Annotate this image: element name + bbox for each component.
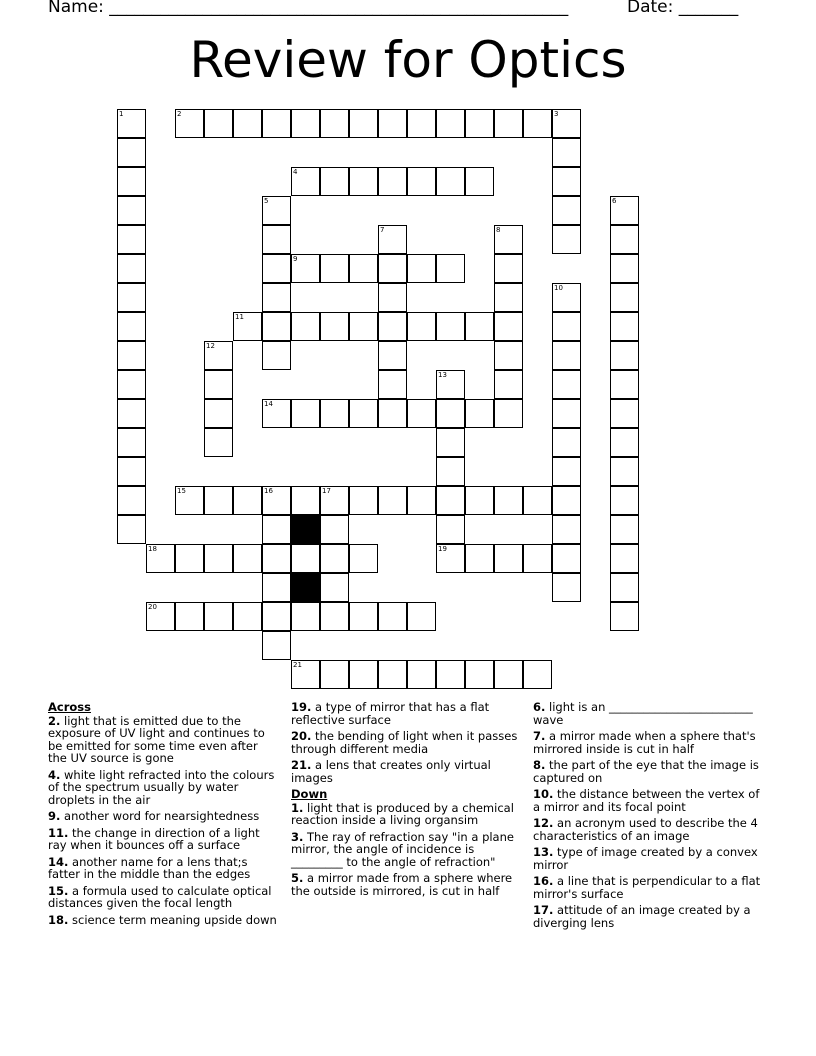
crossword-cell[interactable]	[262, 109, 291, 138]
clue-number: 13	[438, 371, 447, 379]
crossword-cell[interactable]	[610, 515, 639, 544]
crossword-cell[interactable]	[436, 544, 465, 573]
clue-column-2	[291, 701, 521, 901]
clue-number: 16	[264, 487, 273, 495]
crossword-cell[interactable]	[407, 167, 436, 196]
crossword-cell[interactable]	[117, 370, 146, 399]
crossword-cell[interactable]	[494, 109, 523, 138]
crossword-cell[interactable]	[523, 660, 552, 689]
crossword-cell[interactable]	[320, 602, 349, 631]
crossword-cell[interactable]	[552, 370, 581, 399]
down-clue-6: 6. light is an _________________________ wave	[533, 700, 753, 727]
crossword-cell[interactable]	[523, 486, 552, 515]
blocked-cell	[291, 515, 320, 544]
crossword-cell[interactable]	[494, 225, 523, 254]
crossword-cell[interactable]	[610, 399, 639, 428]
crossword-cell[interactable]	[494, 254, 523, 283]
crossword-cell[interactable]	[436, 167, 465, 196]
crossword-cell[interactable]	[262, 312, 291, 341]
crossword-cell[interactable]	[291, 109, 320, 138]
crossword-cell[interactable]	[494, 283, 523, 312]
crossword-cell[interactable]	[233, 486, 262, 515]
crossword-cell[interactable]	[262, 254, 291, 283]
crossword-cell[interactable]	[436, 399, 465, 428]
crossword-cell[interactable]	[233, 602, 262, 631]
crossword-cell[interactable]	[552, 109, 581, 138]
crossword-cell[interactable]	[262, 602, 291, 631]
crossword-cell[interactable]	[320, 660, 349, 689]
clue-number: 9	[293, 255, 298, 263]
crossword-cell[interactable]	[494, 486, 523, 515]
crossword-cell[interactable]	[610, 225, 639, 254]
crossword-cell[interactable]	[610, 196, 639, 225]
clue-number: 14	[264, 400, 273, 408]
crossword-cell[interactable]	[378, 312, 407, 341]
down-clue-8: 8. the part of the eye that the image is captured on	[533, 758, 759, 785]
crossword-cell[interactable]	[117, 457, 146, 486]
crossword-cell[interactable]	[117, 399, 146, 428]
crossword-cell[interactable]	[320, 399, 349, 428]
crossword-cell[interactable]	[117, 225, 146, 254]
crossword-cell[interactable]	[378, 660, 407, 689]
crossword-cell[interactable]	[291, 660, 320, 689]
crossword-cell[interactable]	[291, 544, 320, 573]
crossword-cell[interactable]	[610, 573, 639, 602]
crossword-cell[interactable]	[117, 428, 146, 457]
crossword-cell[interactable]	[610, 283, 639, 312]
crossword-cell[interactable]	[204, 486, 233, 515]
crossword-cell[interactable]	[175, 544, 204, 573]
crossword-cell[interactable]	[552, 428, 581, 457]
name-field-label: Name: ______________________________________________________	[48, 0, 569, 17]
crossword-cell[interactable]	[262, 515, 291, 544]
crossword-cell[interactable]	[349, 254, 378, 283]
crossword-cell[interactable]	[349, 486, 378, 515]
crossword-cell[interactable]	[552, 138, 581, 167]
clue-number: 15	[177, 487, 186, 495]
crossword-cell[interactable]	[262, 399, 291, 428]
crossword-cell[interactable]	[610, 370, 639, 399]
crossword-cell[interactable]	[552, 486, 581, 515]
crossword-cell[interactable]	[610, 602, 639, 631]
down-clue-17: 17. attitude of an image created by a diverging lens	[533, 903, 751, 930]
crossword-cell[interactable]	[378, 370, 407, 399]
crossword-cell[interactable]	[117, 196, 146, 225]
crossword-cell[interactable]	[610, 428, 639, 457]
crossword-cell[interactable]	[233, 312, 262, 341]
clue-number: 1	[119, 110, 124, 118]
across-clue-19: 19. a type of mirror that has a flat reflective surface	[291, 700, 490, 727]
crossword-cell[interactable]	[291, 254, 320, 283]
crossword-cell[interactable]	[117, 486, 146, 515]
clue-number: 12	[206, 342, 215, 350]
crossword-cell[interactable]	[146, 602, 175, 631]
crossword-cell[interactable]	[349, 602, 378, 631]
crossword-cell[interactable]	[378, 602, 407, 631]
crossword-cell[interactable]	[320, 254, 349, 283]
crossword-cell[interactable]	[291, 602, 320, 631]
crossword-cell[interactable]	[320, 515, 349, 544]
clue-number: 18	[148, 545, 157, 553]
clue-number: 17	[322, 487, 331, 495]
crossword-cell[interactable]	[117, 138, 146, 167]
crossword-cell[interactable]	[117, 109, 146, 138]
crossword-cell[interactable]	[552, 515, 581, 544]
crossword-cell[interactable]	[523, 109, 552, 138]
crossword-cell[interactable]	[407, 602, 436, 631]
crossword-cell[interactable]	[552, 312, 581, 341]
crossword-cell[interactable]	[436, 109, 465, 138]
crossword-cell[interactable]	[465, 167, 494, 196]
down-clue-16: 16. a line that is perpendicular to a flat mirror's surface	[533, 874, 761, 901]
crossword-cell[interactable]	[204, 109, 233, 138]
crossword-cell[interactable]	[407, 109, 436, 138]
crossword-cell[interactable]	[552, 167, 581, 196]
clue-column-3	[533, 701, 765, 933]
crossword-cell[interactable]	[436, 370, 465, 399]
crossword-cell[interactable]	[349, 399, 378, 428]
crossword-cell[interactable]	[349, 109, 378, 138]
crossword-cell[interactable]	[378, 254, 407, 283]
down-clue-13: 13. type of image created by a convex mirror	[533, 845, 758, 872]
crossword-cell[interactable]	[204, 399, 233, 428]
crossword-cell[interactable]	[436, 486, 465, 515]
crossword-cell[interactable]	[552, 283, 581, 312]
down-clue-10: 10. the distance between the vertex of a mirror and its focal point	[533, 787, 760, 814]
crossword-cell[interactable]	[349, 312, 378, 341]
crossword-cell[interactable]	[436, 254, 465, 283]
crossword-cell[interactable]	[117, 167, 146, 196]
crossword-cell[interactable]	[465, 486, 494, 515]
crossword-cell[interactable]	[465, 660, 494, 689]
crossword-cell[interactable]	[407, 399, 436, 428]
crossword-cell[interactable]	[204, 428, 233, 457]
crossword-cell[interactable]	[494, 399, 523, 428]
across-clue-9: 9. another word for nearsightedness	[48, 809, 260, 823]
crossword-cell[interactable]	[378, 399, 407, 428]
crossword-cell[interactable]	[436, 515, 465, 544]
clue-number: 8	[496, 226, 501, 234]
crossword-cell[interactable]	[494, 544, 523, 573]
crossword-cell[interactable]	[262, 283, 291, 312]
page-title: Review for Optics	[189, 31, 627, 89]
crossword-cell[interactable]	[378, 109, 407, 138]
crossword-cell[interactable]	[436, 312, 465, 341]
clue-column-1	[48, 701, 280, 930]
crossword-cell[interactable]	[436, 457, 465, 486]
crossword-cell[interactable]	[407, 660, 436, 689]
crossword-cell[interactable]	[204, 341, 233, 370]
clue-number: 11	[235, 313, 244, 321]
across-clue-14: 14. another name for a lens that;s fatter in the middle than the edges	[48, 854, 251, 881]
crossword-cell[interactable]	[494, 660, 523, 689]
crossword-cell[interactable]	[175, 109, 204, 138]
crossword-cell[interactable]	[349, 167, 378, 196]
crossword-cell[interactable]	[494, 370, 523, 399]
crossword-cell[interactable]	[262, 573, 291, 602]
date-field-label: Date: _______	[627, 0, 739, 17]
crossword-cell[interactable]	[436, 428, 465, 457]
crossword-cell[interactable]	[349, 660, 378, 689]
crossword-cell[interactable]	[320, 109, 349, 138]
crossword-cell[interactable]	[378, 486, 407, 515]
clue-number: 3	[554, 110, 559, 118]
crossword-cell[interactable]	[610, 457, 639, 486]
down-clue-7: 7. a mirror made when a sphere that's mirrored inside is cut in half	[533, 729, 756, 756]
crossword-cell[interactable]	[552, 544, 581, 573]
crossword-cell[interactable]	[262, 544, 291, 573]
clue-number: 21	[293, 661, 302, 669]
crossword-cell[interactable]	[465, 312, 494, 341]
crossword-cell[interactable]	[465, 544, 494, 573]
across-clue-21: 21. a lens that creates only virtual images	[291, 758, 491, 785]
crossword-cell[interactable]	[320, 312, 349, 341]
crossword-cell[interactable]	[262, 196, 291, 225]
clue-number: 5	[264, 197, 269, 205]
down-clue-5: 5. a mirror made from a sphere where the outside is mirrored, is cut in half	[291, 871, 513, 898]
clue-number: 10	[554, 284, 563, 292]
crossword-cell[interactable]	[552, 196, 581, 225]
crossword-cell[interactable]	[610, 312, 639, 341]
across-clue-2: 2. light that is emitted due to the exposure of UV light and continues to be emitted for some time even after the UV source is gone	[48, 713, 265, 765]
across-heading: Across	[48, 700, 91, 714]
crossword-cell[interactable]	[320, 573, 349, 602]
crossword-cell[interactable]	[204, 544, 233, 573]
crossword-cell[interactable]	[262, 631, 291, 660]
crossword-cell[interactable]	[175, 602, 204, 631]
crossword-cell[interactable]	[146, 544, 175, 573]
crossword-cell[interactable]	[378, 167, 407, 196]
crossword-cell[interactable]	[407, 312, 436, 341]
crossword-cell[interactable]	[320, 486, 349, 515]
crossword-cell[interactable]	[117, 341, 146, 370]
clue-number: 19	[438, 545, 447, 553]
crossword-cell[interactable]	[204, 602, 233, 631]
crossword-cell[interactable]	[262, 225, 291, 254]
down-clue-12: 12. an acronym used to describe the 4 characteristics of an image	[533, 816, 758, 843]
crossword-cell[interactable]	[175, 486, 204, 515]
clue-number: 20	[148, 603, 157, 611]
crossword-cell[interactable]	[291, 312, 320, 341]
crossword-cell[interactable]	[320, 167, 349, 196]
down-clue-3: 3. The ray of refraction say "in a plane mirror, the angle of incidence is _________ to the angle of refraction"	[291, 829, 514, 869]
clue-number: 2	[177, 110, 182, 118]
crossword-cell[interactable]	[552, 399, 581, 428]
crossword-cell[interactable]	[465, 399, 494, 428]
crossword-cell[interactable]	[117, 312, 146, 341]
crossword-cell[interactable]	[407, 486, 436, 515]
crossword-cell[interactable]	[610, 254, 639, 283]
crossword-cell[interactable]	[378, 341, 407, 370]
across-clue-18: 18. science term meaning upside down	[48, 912, 277, 927]
across-clue-15: 15. a formula used to calculate optical distances given the focal length	[48, 883, 272, 910]
crossword-cell[interactable]	[349, 544, 378, 573]
crossword-cell[interactable]	[494, 312, 523, 341]
crossword-cell[interactable]	[262, 486, 291, 515]
crossword-cell[interactable]	[117, 254, 146, 283]
clue-number: 7	[380, 226, 385, 234]
crossword-cell[interactable]	[378, 225, 407, 254]
down-clue-1: 1. light that is produced by a chemical reaction inside a living organsim	[291, 800, 514, 827]
crossword-cell[interactable]	[117, 283, 146, 312]
crossword-cell[interactable]	[552, 457, 581, 486]
crossword-cell[interactable]	[465, 109, 494, 138]
crossword-cell[interactable]	[262, 341, 291, 370]
clue-number: 4	[293, 168, 298, 176]
crossword-cell[interactable]	[320, 544, 349, 573]
blocked-cell	[291, 573, 320, 602]
crossword-cell[interactable]	[291, 486, 320, 515]
down-heading: Down	[291, 787, 328, 801]
crossword-cell[interactable]	[117, 515, 146, 544]
crossword-cell[interactable]	[291, 167, 320, 196]
crossword-cell[interactable]	[552, 225, 581, 254]
crossword-cell[interactable]	[552, 341, 581, 370]
crossword-cell[interactable]	[233, 109, 262, 138]
crossword-cell[interactable]	[610, 544, 639, 573]
crossword-cell[interactable]	[494, 341, 523, 370]
crossword-cell[interactable]	[436, 660, 465, 689]
crossword-cell[interactable]	[610, 341, 639, 370]
across-clue-20: 20. the bending of light when it passes through different media	[291, 729, 518, 756]
crossword-cell[interactable]	[378, 283, 407, 312]
crossword-cell[interactable]	[204, 370, 233, 399]
across-clue-11: 11. the change in direction of a light ray when it bounces off a surface	[48, 825, 260, 852]
crossword-cell[interactable]	[552, 573, 581, 602]
crossword-cell[interactable]	[291, 399, 320, 428]
across-clue-4: 4. white light refracted into the colours of the spectrum usually by water droplets in the air	[48, 767, 275, 807]
crossword-cell[interactable]	[233, 544, 262, 573]
crossword-cell[interactable]	[523, 544, 552, 573]
crossword-cell[interactable]	[610, 486, 639, 515]
crossword-cell[interactable]	[407, 254, 436, 283]
clue-number: 6	[612, 197, 617, 205]
